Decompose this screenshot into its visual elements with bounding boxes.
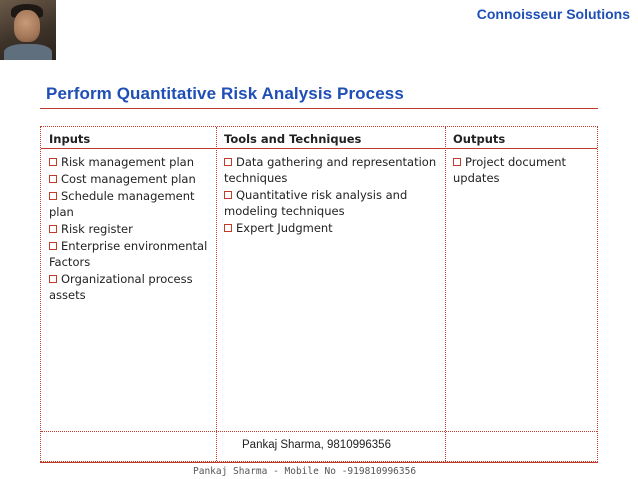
list-item-label: Expert Judgment [236,221,333,235]
list-item-label: Enterprise environmental Factors [49,239,208,269]
hollow-square-icon [224,158,232,166]
header-inputs: Inputs [49,132,91,146]
presenter-photo [0,0,56,60]
list-item-label: Risk register [61,222,133,236]
footer-contact: Pankaj Sharma - Mobile No -919810996356 [193,466,417,477]
slide-title: Perform Quantitative Risk Analysis Process [46,84,404,103]
photo-shirt [4,44,52,60]
header-outputs: Outputs [453,132,506,146]
hollow-square-icon [49,242,57,250]
footer-row-divider [41,431,597,432]
process-table [40,126,598,462]
list-item [49,221,209,237]
list-item-label: Schedule management plan [49,189,195,219]
hollow-square-icon [49,192,57,200]
list-item [453,154,593,186]
list-item-label: Project document updates [453,155,567,185]
hollow-square-icon [49,175,57,183]
list-item [224,154,439,186]
header-tools: Tools and Techniques [224,132,362,146]
list-item-label: Organizational process assets [49,272,193,302]
outputs-column [453,154,593,187]
hollow-square-icon [224,224,232,232]
list-item [224,187,439,219]
hollow-square-icon [49,275,57,283]
list-item [224,220,439,236]
list-item [49,238,209,270]
hollow-square-icon [453,158,461,166]
list-item-label: Cost management plan [61,172,196,186]
title-divider [40,108,598,109]
list-item [49,271,209,303]
hollow-square-icon [224,191,232,199]
table-footer-contact: Pankaj Sharma, 9810996356 [242,439,391,451]
bottom-divider [40,462,598,463]
tools-column [224,154,439,237]
column-divider-2 [445,127,446,461]
list-item-label: Data gathering and representation techniques [224,155,437,185]
list-item [49,171,209,187]
inputs-column [49,154,209,304]
hollow-square-icon [49,225,57,233]
list-item-label: Quantitative risk analysis and modeling techniques [224,188,408,218]
list-item [49,188,209,220]
photo-face [14,10,40,42]
list-item [49,154,209,170]
column-divider-1 [216,127,217,461]
list-item-label: Risk management plan [61,155,195,169]
brand-name: Connoisseur Solutions [476,6,630,22]
hollow-square-icon [49,158,57,166]
